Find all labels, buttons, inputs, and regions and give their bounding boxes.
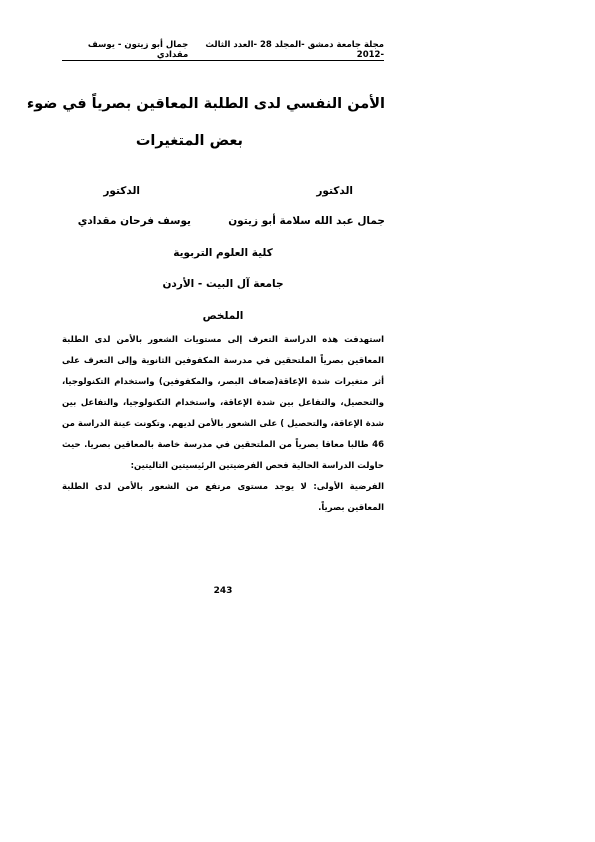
page-number: 243 — [213, 586, 233, 596]
abstract-paragraph: استهدفت هذه الدراسة التعرف إلى مستويات الشعور بالأمن لدى الطلبة المعاقين بصرياً الملتحقين في مدرسة المكفوفين الثانوية وإلى التعرف على أثر متغيرات شدة الإعاقة(ضعاف البصر، والمكفوفين) واستخدام التكنولوجيا، والتحصيل، والتفاعل بين شدة الإعاقة، واستخدام التكنولوجيا، والتفاعل بين شدة الإعاقة، والتحصيل ) على الشعور بالأمن لديهم. وتكونت عينة الدراسة من 46 طالبا معاقا بصرياً من الملتحقين في مدرسة خاصة بالمعاقين بصريا. حيث حاولت الدراسة الحالية فحص الفرضيتين الرئيسيتين التاليتين: — [62, 335, 384, 471]
university-name: جامعة آل البيت - الأردن — [162, 278, 284, 290]
faculty-name: كلية العلوم التربوية — [173, 247, 273, 259]
paper-title-line-2: بعض المتغيرات — [135, 133, 243, 149]
running-header-authors: جمال أبو زيتون - يوسف مقدادي — [87, 40, 189, 60]
abstract-body — [62, 330, 384, 519]
author-1-degree: الدكتور — [316, 185, 353, 197]
author-1-name: جمال عبد الله سلامة أبو زيتون — [228, 215, 385, 227]
running-header-journal: مجلة جامعة دمشق -المجلد 28 -العدد الثالث -2012 — [205, 40, 384, 60]
author-2-degree: الدكتور — [103, 185, 140, 197]
paper-title-line-1: الأمن النفسي لدى الطلبة المعاقين بصرياً في ضوء — [26, 96, 385, 112]
running-header — [62, 40, 384, 60]
author-2-name: يوسف فرحان مقدادي — [77, 215, 191, 227]
hypothesis-paragraph: الفرضية الأولى: لا يوجد مستوى مرتفع من الشعور بالأمن لدى الطلبة المعاقين بصرياً. — [62, 482, 384, 513]
abstract-heading: الملخص — [202, 310, 244, 322]
header-rule — [62, 60, 384, 61]
